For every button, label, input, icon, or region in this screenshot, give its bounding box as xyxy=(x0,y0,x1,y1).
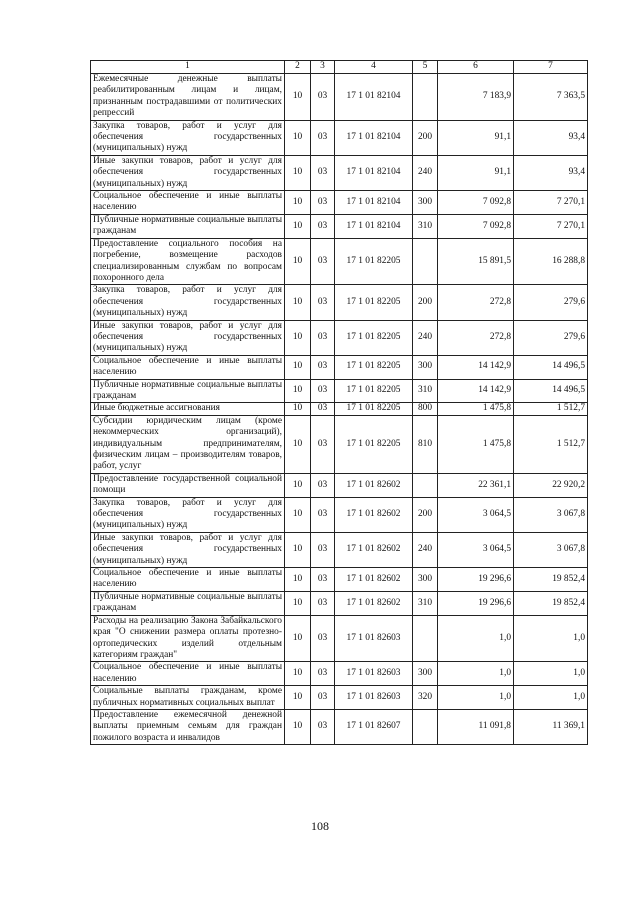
table-row xyxy=(91,686,588,710)
expense-type-cell: 300 xyxy=(413,191,438,215)
name-cell: Закупка товаров, работ и услуг для обеспечения государственных (муниципальных) нужд xyxy=(91,120,285,155)
target-article-cell: 17 1 01 82104 xyxy=(335,120,413,155)
expense-type-cell: 800 xyxy=(413,403,438,415)
amount-year2-cell: 7 270,1 xyxy=(514,191,588,215)
subsection-cell: 03 xyxy=(311,214,335,238)
subsection-cell: 03 xyxy=(311,285,335,320)
name-cell: Закупка товаров, работ и услуг для обеспечения государственных (муниципальных) нужд xyxy=(91,285,285,320)
name-cell: Социальные выплаты гражданам, кроме публичных нормативных социальных выплат xyxy=(91,686,285,710)
subsection-cell: 03 xyxy=(311,568,335,592)
section-cell: 10 xyxy=(285,568,311,592)
table-row xyxy=(91,403,588,415)
amount-year1-cell: 91,1 xyxy=(438,155,514,190)
subsection-cell: 03 xyxy=(311,709,335,744)
column-header-2: 2 xyxy=(285,61,311,74)
name-cell: Публичные нормативные социальные выплаты гражданам xyxy=(91,214,285,238)
table-row xyxy=(91,120,588,155)
section-cell: 10 xyxy=(285,155,311,190)
column-header-7: 7 xyxy=(514,61,588,74)
section-cell: 10 xyxy=(285,532,311,567)
amount-year1-cell: 19 296,6 xyxy=(438,568,514,592)
subsection-cell: 03 xyxy=(311,497,335,532)
subsection-cell: 03 xyxy=(311,591,335,615)
section-cell: 10 xyxy=(285,379,311,403)
section-cell: 10 xyxy=(285,709,311,744)
amount-year2-cell: 279,6 xyxy=(514,320,588,355)
amount-year1-cell: 91,1 xyxy=(438,120,514,155)
target-article-cell: 17 1 01 82104 xyxy=(335,214,413,238)
amount-year1-cell: 1,0 xyxy=(438,662,514,686)
section-cell: 10 xyxy=(285,285,311,320)
column-header-6: 6 xyxy=(438,61,514,74)
target-article-cell: 17 1 01 82104 xyxy=(335,191,413,215)
name-cell: Предоставление ежемесячной денежной выплаты приемным семьям для граждан пожилого возраста и инвалидов xyxy=(91,709,285,744)
table-row xyxy=(91,155,588,190)
target-article-cell: 17 1 01 82602 xyxy=(335,568,413,592)
amount-year1-cell: 1,0 xyxy=(438,615,514,662)
amount-year1-cell: 3 064,5 xyxy=(438,532,514,567)
amount-year2-cell: 14 496,5 xyxy=(514,379,588,403)
section-cell: 10 xyxy=(285,403,311,415)
expense-type-cell xyxy=(413,473,438,497)
target-article-cell: 17 1 01 82205 xyxy=(335,379,413,403)
table-row xyxy=(91,214,588,238)
table-row xyxy=(91,709,588,744)
subsection-cell: 03 xyxy=(311,662,335,686)
amount-year1-cell: 1 475,8 xyxy=(438,403,514,415)
expense-type-cell: 240 xyxy=(413,320,438,355)
expense-type-cell: 310 xyxy=(413,591,438,615)
section-cell: 10 xyxy=(285,615,311,662)
subsection-cell: 03 xyxy=(311,403,335,415)
table-row xyxy=(91,591,588,615)
amount-year2-cell: 22 920,2 xyxy=(514,473,588,497)
amount-year2-cell: 19 852,4 xyxy=(514,568,588,592)
amount-year2-cell: 1 512,7 xyxy=(514,403,588,415)
target-article-cell: 17 1 01 82205 xyxy=(335,320,413,355)
amount-year2-cell: 7 270,1 xyxy=(514,214,588,238)
target-article-cell: 17 1 01 82602 xyxy=(335,497,413,532)
expense-type-cell xyxy=(413,238,438,285)
subsection-cell: 03 xyxy=(311,191,335,215)
subsection-cell: 03 xyxy=(311,320,335,355)
table-row xyxy=(91,415,588,473)
section-cell: 10 xyxy=(285,497,311,532)
target-article-cell: 17 1 01 82104 xyxy=(335,155,413,190)
section-cell: 10 xyxy=(285,415,311,473)
subsection-cell: 03 xyxy=(311,415,335,473)
table-row xyxy=(91,615,588,662)
target-article-cell: 17 1 01 82104 xyxy=(335,74,413,121)
target-article-cell: 17 1 01 82205 xyxy=(335,285,413,320)
table-row xyxy=(91,285,588,320)
table-row xyxy=(91,191,588,215)
section-cell: 10 xyxy=(285,191,311,215)
table-row xyxy=(91,74,588,121)
target-article-cell: 17 1 01 82205 xyxy=(335,415,413,473)
name-cell: Иные закупки товаров, работ и услуг для обеспечения государственных (муниципальных) нужд xyxy=(91,155,285,190)
name-cell: Иные бюджетные ассигнования xyxy=(91,403,285,415)
target-article-cell: 17 1 01 82205 xyxy=(335,355,413,379)
name-cell: Социальное обеспечение и иные выплаты населению xyxy=(91,662,285,686)
section-cell: 10 xyxy=(285,320,311,355)
name-cell: Публичные нормативные социальные выплаты гражданам xyxy=(91,379,285,403)
amount-year2-cell: 11 369,1 xyxy=(514,709,588,744)
name-cell: Социальное обеспечение и иные выплаты населению xyxy=(91,191,285,215)
expense-type-cell: 810 xyxy=(413,415,438,473)
section-cell: 10 xyxy=(285,238,311,285)
expense-type-cell: 300 xyxy=(413,568,438,592)
amount-year1-cell: 11 091,8 xyxy=(438,709,514,744)
name-cell: Предоставление социального пособия на погребение, возмещение расходов специализированным службам по вопросам похоронного дела xyxy=(91,238,285,285)
expense-type-cell: 240 xyxy=(413,532,438,567)
column-header-3: 3 xyxy=(311,61,335,74)
section-cell: 10 xyxy=(285,355,311,379)
table-body xyxy=(91,74,588,745)
amount-year2-cell: 7 363,5 xyxy=(514,74,588,121)
amount-year2-cell: 19 852,4 xyxy=(514,591,588,615)
amount-year2-cell: 279,6 xyxy=(514,285,588,320)
amount-year1-cell: 1,0 xyxy=(438,686,514,710)
amount-year2-cell: 93,4 xyxy=(514,155,588,190)
amount-year2-cell: 1,0 xyxy=(514,686,588,710)
subsection-cell: 03 xyxy=(311,155,335,190)
subsection-cell: 03 xyxy=(311,238,335,285)
amount-year1-cell: 1 475,8 xyxy=(438,415,514,473)
column-header-4: 4 xyxy=(335,61,413,74)
amount-year1-cell: 15 891,5 xyxy=(438,238,514,285)
column-header-5: 5 xyxy=(413,61,438,74)
name-cell: Расходы на реализацию Закона Забайкальского края "О снижении размера оплаты протезно-ортопедических изделий отдельным категориям граждан" xyxy=(91,615,285,662)
subsection-cell: 03 xyxy=(311,686,335,710)
target-article-cell: 17 1 01 82602 xyxy=(335,532,413,567)
expense-type-cell: 200 xyxy=(413,285,438,320)
subsection-cell: 03 xyxy=(311,532,335,567)
name-cell: Иные закупки товаров, работ и услуг для обеспечения государственных (муниципальных) нужд xyxy=(91,320,285,355)
expense-type-cell: 300 xyxy=(413,662,438,686)
amount-year1-cell: 19 296,6 xyxy=(438,591,514,615)
section-cell: 10 xyxy=(285,74,311,121)
expense-type-cell: 310 xyxy=(413,214,438,238)
name-cell: Иные закупки товаров, работ и услуг для обеспечения государственных (муниципальных) нужд xyxy=(91,532,285,567)
target-article-cell: 17 1 01 82603 xyxy=(335,686,413,710)
subsection-cell: 03 xyxy=(311,473,335,497)
budget-table xyxy=(90,60,588,745)
name-cell: Публичные нормативные социальные выплаты гражданам xyxy=(91,591,285,615)
name-cell: Социальное обеспечение и иные выплаты населению xyxy=(91,568,285,592)
section-cell: 10 xyxy=(285,473,311,497)
section-cell: 10 xyxy=(285,214,311,238)
section-cell: 10 xyxy=(285,591,311,615)
table-row xyxy=(91,568,588,592)
amount-year2-cell: 1,0 xyxy=(514,662,588,686)
subsection-cell: 03 xyxy=(311,379,335,403)
amount-year2-cell: 3 067,8 xyxy=(514,497,588,532)
table-row xyxy=(91,662,588,686)
table-row xyxy=(91,320,588,355)
amount-year1-cell: 7 092,8 xyxy=(438,214,514,238)
target-article-cell: 17 1 01 82205 xyxy=(335,238,413,285)
expense-type-cell: 310 xyxy=(413,379,438,403)
table-row xyxy=(91,532,588,567)
amount-year2-cell: 14 496,5 xyxy=(514,355,588,379)
table-row xyxy=(91,379,588,403)
amount-year2-cell: 93,4 xyxy=(514,120,588,155)
expense-type-cell xyxy=(413,74,438,121)
amount-year2-cell: 1 512,7 xyxy=(514,415,588,473)
target-article-cell: 17 1 01 82205 xyxy=(335,403,413,415)
subsection-cell: 03 xyxy=(311,74,335,121)
amount-year2-cell: 3 067,8 xyxy=(514,532,588,567)
amount-year1-cell: 7 092,8 xyxy=(438,191,514,215)
amount-year1-cell: 272,8 xyxy=(438,285,514,320)
target-article-cell: 17 1 01 82602 xyxy=(335,591,413,615)
subsection-cell: 03 xyxy=(311,120,335,155)
name-cell: Субсидии юридическим лицам (кроме некоммерческих организаций), индивидуальным предпринимателям, физическим лицам – производителям товаров, работ, услуг xyxy=(91,415,285,473)
column-header-1: 1 xyxy=(91,61,285,74)
expense-type-cell: 240 xyxy=(413,155,438,190)
expense-type-cell xyxy=(413,615,438,662)
target-article-cell: 17 1 01 82602 xyxy=(335,473,413,497)
name-cell: Закупка товаров, работ и услуг для обеспечения государственных (муниципальных) нужд xyxy=(91,497,285,532)
target-article-cell: 17 1 01 82603 xyxy=(335,662,413,686)
expense-type-cell xyxy=(413,709,438,744)
amount-year1-cell: 14 142,9 xyxy=(438,379,514,403)
section-cell: 10 xyxy=(285,686,311,710)
expense-type-cell: 300 xyxy=(413,355,438,379)
amount-year2-cell: 16 288,8 xyxy=(514,238,588,285)
amount-year2-cell: 1,0 xyxy=(514,615,588,662)
amount-year1-cell: 272,8 xyxy=(438,320,514,355)
target-article-cell: 17 1 01 82607 xyxy=(335,709,413,744)
table-row xyxy=(91,355,588,379)
expense-type-cell: 320 xyxy=(413,686,438,710)
name-cell: Социальное обеспечение и иные выплаты населению xyxy=(91,355,285,379)
name-cell: Ежемесячные денежные выплаты реабилитированным лицам и лицам, признанным пострадавшими от политических репрессий xyxy=(91,74,285,121)
amount-year1-cell: 7 183,9 xyxy=(438,74,514,121)
name-cell: Предоставление государственной социальной помощи xyxy=(91,473,285,497)
page-number: 108 xyxy=(311,819,329,833)
subsection-cell: 03 xyxy=(311,355,335,379)
table-row xyxy=(91,497,588,532)
subsection-cell: 03 xyxy=(311,615,335,662)
section-cell: 10 xyxy=(285,120,311,155)
target-article-cell: 17 1 01 82603 xyxy=(335,615,413,662)
amount-year1-cell: 22 361,1 xyxy=(438,473,514,497)
section-cell: 10 xyxy=(285,662,311,686)
table-row xyxy=(91,238,588,285)
amount-year1-cell: 14 142,9 xyxy=(438,355,514,379)
table-header-row xyxy=(91,61,588,74)
amount-year1-cell: 3 064,5 xyxy=(438,497,514,532)
expense-type-cell: 200 xyxy=(413,120,438,155)
table-row xyxy=(91,473,588,497)
expense-type-cell: 200 xyxy=(413,497,438,532)
